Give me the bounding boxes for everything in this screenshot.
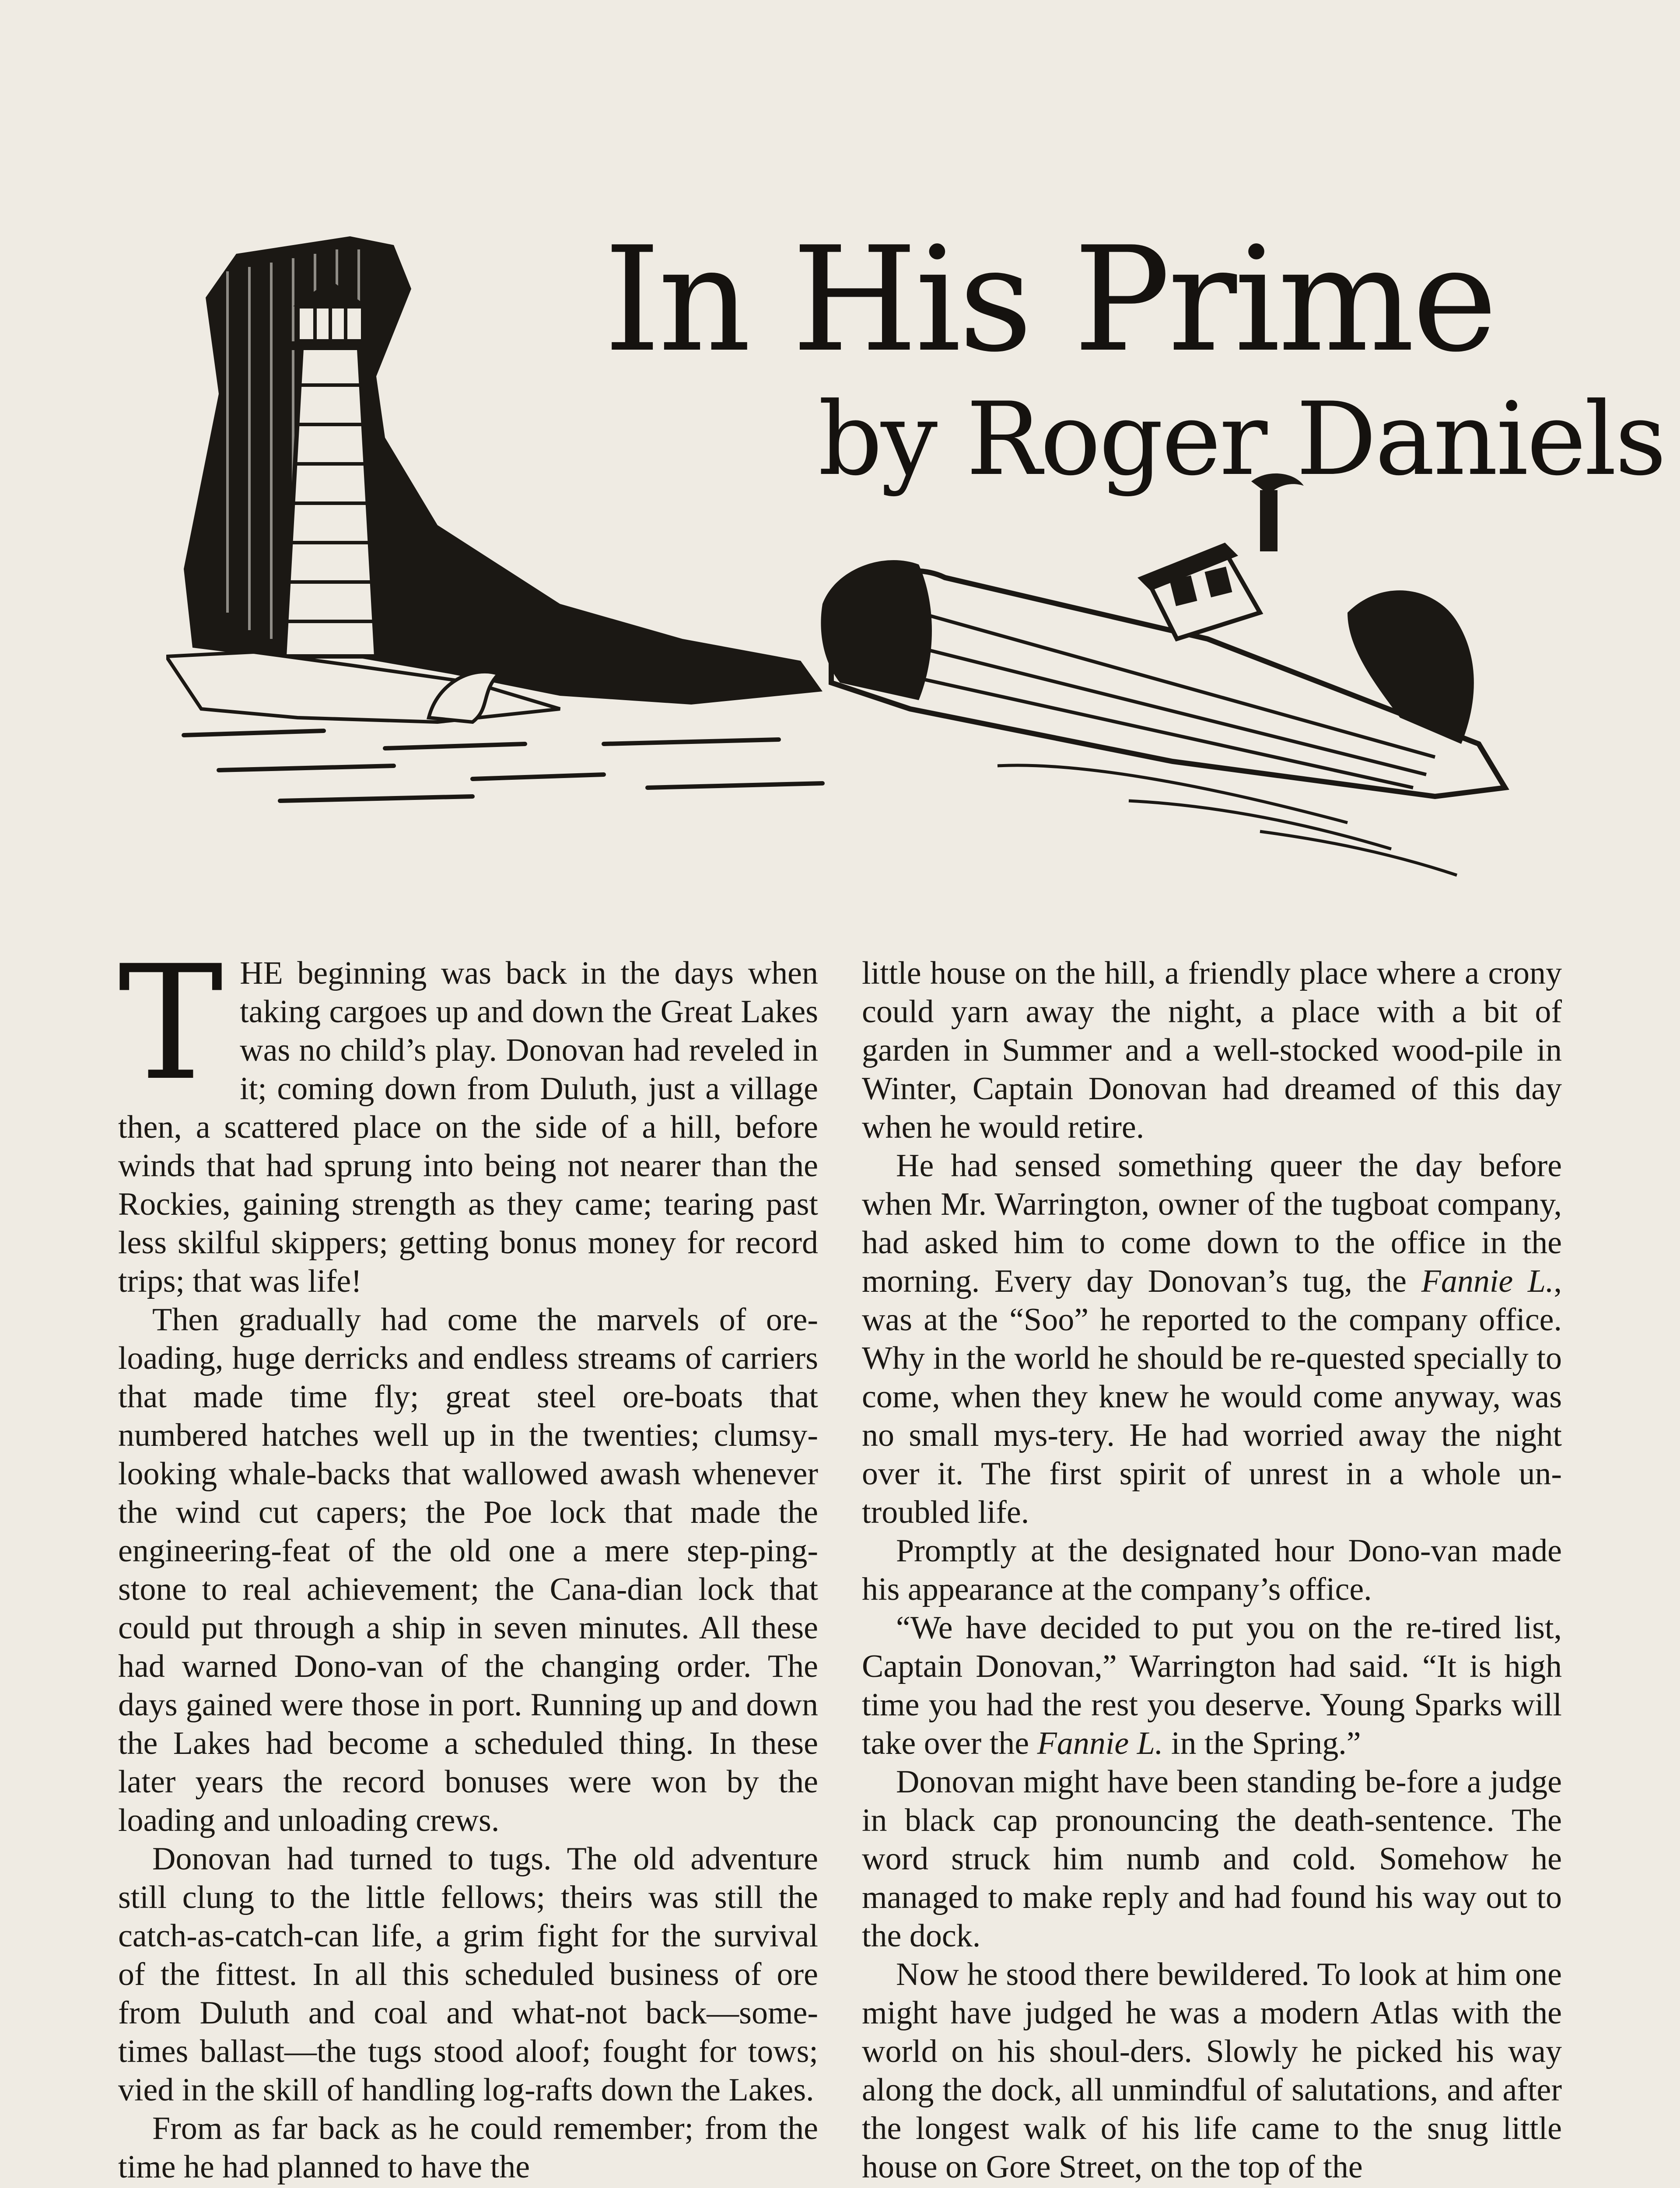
paragraph: little house on the hill, a friendly place where a crony could yarn away the night, a place with a bit of garden in Summer and a well-stocked wood-pile in Winter, Captain Donovan had dreamed of this day when he would retire. (862, 955, 1562, 1145)
paragraph: From as far back as he could remember; from the time he had planned to have the (118, 2111, 818, 2185)
paragraph: Now he stood there bewildered. To look at him one might have judged he was a modern Atlas with the world on his shoul-ders. Slowly he picked his way along the dock, all unmindful of salutations, and after the longest walk of his life came to the snug little house on Gore Street, on the top of the (862, 1957, 1562, 2185)
paragraph: Promptly at the designated hour Dono-van made his appearance at the company’s office. (862, 1533, 1562, 1607)
paragraph-text: HE beginning was back in the days when taking cargoes up and down the Great Lakes was no child’s play. Donovan had reveled in it; coming down from Duluth, just a village then, a scattered place on the side of a hill, before winds that had sprung into being not nearer than the Rockies, gaining strength as they came; tearing past less skilful skippers; getting bonus money for record trips; that was life! (118, 955, 818, 1299)
paragraph: Then gradually had come the marvels of ore-loading, huge derricks and endless streams of carriers that made time fly; great steel ore-boats that numbered hatches well up in the twenties; clumsy-looking whale-backs that wallowed awash whenever the wind cut capers; the Poe lock that made the engineering-feat of the old one a mere step-ping-stone to real achievement; the Cana-dian lock that could put through a ship in seven minutes. All these had warned Dono-van of the changing order. The days gained were those in port. Running up and down the Lakes had become a scheduled thing. In these later years the record bonuses were won by the loading and unloading crews. (118, 1302, 818, 1838)
left-column (118, 932, 818, 2188)
story-byline: by Roger Daniels (818, 381, 1665, 498)
paragraph: “We have decided to put you on the re-tired list, Captain Donovan,” Warrington had said. “It is high time you had the rest you deserve. Young Sparks will take over the Fannie L. in the Spring.” (862, 1610, 1562, 1761)
drop-cap: T (118, 932, 224, 1115)
paragraph: Donovan had turned to tugs. The old adventure still clung to the little fellows; theirs was still the catch-as-catch-can life, a grim fight for the survival of the fittest. In all this scheduled business of ore from Duluth and coal and what-not back—some-times ballast—the tugs stood aloof; fought for tows; vied in the skill of handling log-rafts down the Lakes. (118, 1841, 818, 2108)
paragraph: He had sensed something queer the day before when Mr. Warrington, owner of the tugboat company, had asked him to come down to the office in the morning. Every day Donovan’s tug, the Fannie L., was at the “Soo” he reported to the company office. Why in the world he should be re-quested specially to come, when they knew he would come anyway, was no small mys-tery. He had worried away the night over it. The first spirit of unrest in a whole un-troubled life. (862, 1148, 1562, 1530)
story-title: In His Prime (604, 216, 1495, 384)
paragraph: Donovan might have been standing be-fore a judge in black cap pronouncing the death-sentence. The word struck him numb and cold. Somehow he managed to make reply and had found his way out to the dock. (862, 1764, 1562, 1954)
title-block (604, 216, 1665, 560)
right-column (862, 954, 1562, 2188)
paragraph (118, 932, 818, 1301)
